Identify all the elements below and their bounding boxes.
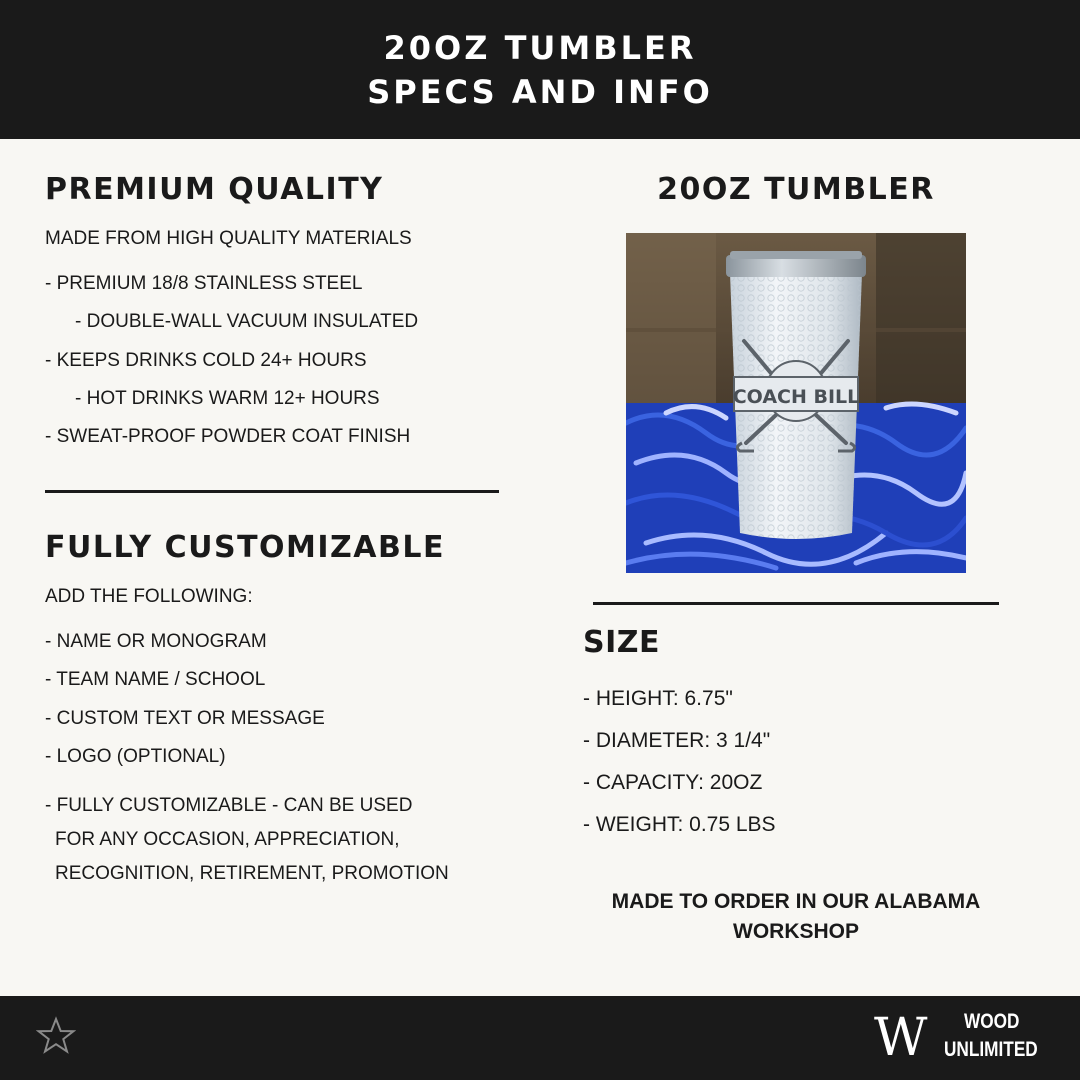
footer-band: [0, 996, 1080, 1080]
feature-item: - SWEAT-PROOF POWDER COAT FINISH: [45, 426, 411, 447]
premium-quality-heading: PREMIUM QUALITY: [45, 172, 384, 207]
wood-unlimited-logo: [874, 1004, 1054, 1074]
feature-item: - PREMIUM 18/8 STAINLESS STEEL: [45, 273, 363, 294]
logo-w-mark: W: [874, 1008, 916, 1068]
custom-note-line: RECOGNITION, RETIREMENT, PROMOTION: [55, 863, 449, 884]
engraving-text: COACH BILL: [732, 386, 860, 408]
size-spec-item: - DIAMETER: 3 1/4": [583, 729, 771, 752]
custom-option-item: - LOGO (OPTIONAL): [45, 746, 226, 767]
product-photo: [626, 233, 966, 573]
custom-option-item: - CUSTOM TEXT OR MESSAGE: [45, 708, 325, 729]
header-banner: [0, 0, 1080, 139]
customizable-heading: FULLY CUSTOMIZABLE: [45, 530, 445, 565]
custom-option-item: - TEAM NAME / SCHOOL: [45, 669, 266, 690]
feature-item: - DOUBLE-WALL VACUUM INSULATED: [75, 311, 419, 332]
product-heading: 20OZ TUMBLER: [657, 172, 935, 207]
premium-quality-subtitle: MADE FROM HIGH QUALITY MATERIALS: [45, 228, 412, 249]
custom-option-item: - NAME OR MONOGRAM: [45, 631, 267, 652]
customizable-subtitle: ADD THE FOLLOWING:: [45, 586, 253, 607]
custom-note-line: FOR ANY OCCASION, APPRECIATION,: [55, 829, 400, 850]
star-outline-icon: [36, 1016, 76, 1056]
size-heading: SIZE: [583, 625, 661, 660]
header-title-line2: SPECS AND INFO: [367, 72, 713, 111]
feature-item: - KEEPS DRINKS COLD 24+ HOURS: [45, 350, 367, 371]
made-to-order-line2: WORKSHOP: [733, 920, 859, 943]
made-to-order-line1: MADE TO ORDER IN OUR ALABAMA: [611, 890, 981, 913]
logo-text-unlimited: UNLIMITED: [944, 1038, 1038, 1061]
feature-item: - HOT DRINKS WARM 12+ HOURS: [75, 388, 380, 409]
size-spec-item: - HEIGHT: 6.75": [583, 687, 733, 710]
section-divider: [45, 490, 499, 493]
custom-note-line: - FULLY CUSTOMIZABLE - CAN BE USED: [45, 795, 413, 816]
logo-text-wood: WOOD: [964, 1010, 1020, 1033]
size-spec-item: - WEIGHT: 0.75 LBS: [583, 813, 776, 836]
header-title-line1: 20OZ TUMBLER: [383, 28, 697, 67]
size-spec-item: - CAPACITY: 20OZ: [583, 771, 763, 794]
section-divider: [593, 602, 999, 605]
